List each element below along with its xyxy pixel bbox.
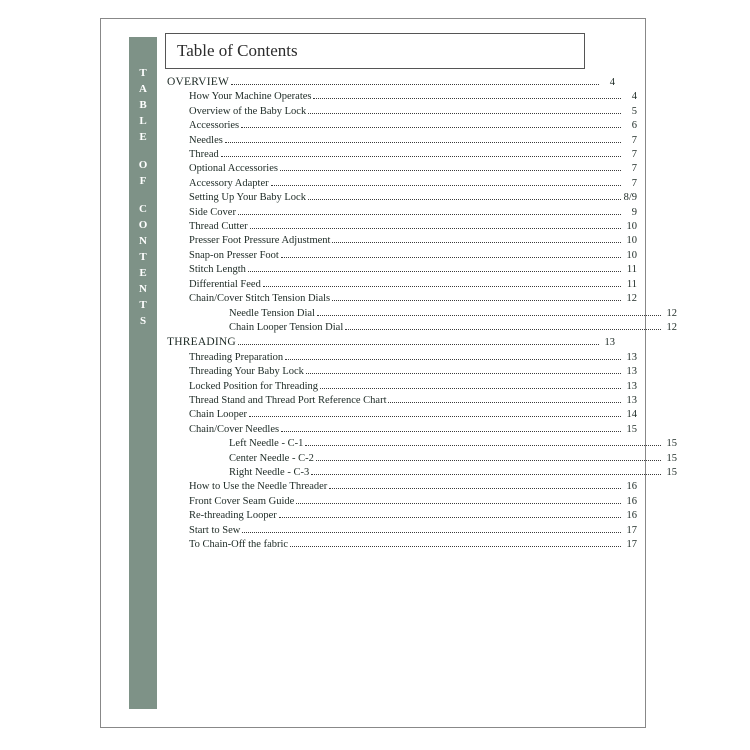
toc-entry-label: Needle Tension Dial bbox=[229, 307, 315, 319]
toc-leader-dots bbox=[332, 241, 621, 243]
toc-entry[interactable] bbox=[167, 480, 637, 494]
toc-leader-dots bbox=[225, 141, 621, 143]
toc-entry-label: Snap-on Presser Foot bbox=[189, 249, 279, 261]
toc-entry[interactable] bbox=[167, 524, 637, 538]
toc-entry-page: 15 bbox=[666, 438, 677, 450]
document-page bbox=[100, 18, 677, 728]
toc-leader-dots bbox=[345, 328, 661, 330]
toc-entry[interactable] bbox=[167, 466, 677, 480]
toc-entry[interactable] bbox=[167, 351, 637, 365]
toc-entry-page: 10 bbox=[626, 221, 637, 233]
toc-entry-page: 12 bbox=[666, 321, 677, 333]
toc-entry[interactable] bbox=[167, 206, 637, 220]
toc-entry-label: To Chain-Off the fabric bbox=[189, 539, 289, 550]
sidebar-letter: O bbox=[138, 219, 148, 231]
toc-leader-dots bbox=[316, 459, 661, 461]
toc-entry-page: 13 bbox=[604, 337, 615, 349]
toc-entry-page: 12 bbox=[626, 293, 637, 305]
toc-entry-label: How Your Machine Operates bbox=[189, 91, 312, 103]
toc-entry-label: Threading Your Baby Lock bbox=[189, 366, 304, 378]
toc-entry-page: 15 bbox=[666, 466, 677, 478]
toc-entry-page: 7 bbox=[631, 149, 637, 161]
toc-entry[interactable] bbox=[167, 249, 637, 263]
toc-entry-label: Threading Preparation bbox=[189, 351, 284, 363]
toc-entry-label: Stitch Length bbox=[189, 264, 246, 276]
toc-entry-label: Chain Looper Tension Dial bbox=[229, 321, 344, 333]
toc-entry[interactable] bbox=[167, 90, 637, 104]
toc-entry[interactable] bbox=[167, 394, 637, 408]
toc-entry-page: 8/9 bbox=[623, 192, 637, 204]
sidebar-letter: T bbox=[139, 299, 147, 311]
toc-entry-page: 10 bbox=[626, 249, 637, 261]
toc-entry[interactable] bbox=[167, 538, 637, 552]
toc-entry[interactable] bbox=[167, 452, 677, 466]
toc-entry[interactable] bbox=[167, 191, 637, 205]
toc-entry[interactable] bbox=[167, 408, 637, 422]
toc-entry-label: Locked Position for Threading bbox=[189, 380, 318, 392]
toc-entry-label: Thread Cutter bbox=[189, 221, 248, 233]
toc-leader-dots bbox=[290, 545, 621, 547]
sidebar-letter: N bbox=[139, 235, 147, 247]
toc-entry[interactable] bbox=[167, 307, 677, 321]
sidebar-letter: A bbox=[139, 83, 147, 95]
toc-leader-dots bbox=[241, 126, 621, 128]
toc-entry-page: 12 bbox=[666, 307, 677, 319]
sidebar-letter: F bbox=[139, 175, 147, 187]
toc-entry[interactable] bbox=[167, 278, 637, 292]
toc-entry-page: 13 bbox=[626, 351, 637, 363]
toc-leader-dots bbox=[271, 184, 621, 186]
toc-leader-dots bbox=[308, 198, 621, 200]
toc-entry-page: 14 bbox=[626, 409, 637, 421]
toc-leader-dots bbox=[221, 155, 621, 157]
toc-entry-page: 16 bbox=[626, 495, 637, 507]
toc-entry-label: Setting Up Your Baby Lock bbox=[189, 192, 306, 204]
toc-entry-label: Chain Looper bbox=[189, 409, 248, 421]
toc-entry[interactable] bbox=[167, 177, 637, 191]
toc-entry[interactable] bbox=[167, 321, 677, 335]
toc-entry-page: 5 bbox=[631, 105, 637, 117]
sidebar-letter: N bbox=[139, 283, 147, 295]
toc-entry-page: 11 bbox=[626, 264, 637, 276]
page-title-box bbox=[165, 33, 585, 69]
toc-entry[interactable] bbox=[167, 220, 637, 234]
toc-entry[interactable] bbox=[167, 105, 637, 119]
sidebar-letter: S bbox=[139, 315, 147, 327]
toc-leader-dots bbox=[249, 415, 621, 417]
toc-entry-page: 7 bbox=[631, 134, 637, 146]
toc-leader-dots bbox=[281, 430, 621, 432]
toc-leader-dots bbox=[332, 299, 621, 301]
toc-leader-dots bbox=[238, 343, 599, 345]
toc-entry-label: Accessory Adapter bbox=[189, 177, 269, 189]
toc-entry[interactable] bbox=[167, 495, 637, 509]
toc-entry[interactable] bbox=[167, 134, 637, 148]
toc-leader-dots bbox=[279, 516, 621, 518]
sidebar-letter: L bbox=[139, 115, 147, 127]
toc-entry[interactable] bbox=[167, 263, 637, 277]
toc-leader-dots bbox=[250, 227, 621, 229]
toc-leader-dots bbox=[238, 213, 621, 215]
toc-entry-label: Right Needle - C-3 bbox=[229, 466, 310, 478]
toc-entry-label: How to Use the Needle Threader bbox=[189, 481, 328, 493]
toc-entry-page: 16 bbox=[626, 510, 637, 522]
toc-entry-page: 13 bbox=[626, 394, 637, 406]
page-title: Table of Contents bbox=[177, 41, 298, 60]
table-of-contents-list bbox=[167, 75, 677, 552]
toc-leader-dots bbox=[317, 314, 661, 316]
toc-entry-label: Chain/Cover Needles bbox=[189, 423, 280, 435]
toc-entry-page: 11 bbox=[626, 278, 637, 290]
toc-entry-page: 17 bbox=[626, 524, 637, 536]
toc-entry-page: 7 bbox=[631, 177, 637, 189]
sidebar-letter: T bbox=[139, 251, 147, 263]
toc-entry-label: Presser Foot Pressure Adjustment bbox=[189, 235, 331, 247]
toc-leader-dots bbox=[388, 401, 621, 403]
sidebar-letter: O bbox=[138, 159, 148, 171]
toc-entry[interactable] bbox=[167, 365, 637, 379]
toc-entry-label: Side Cover bbox=[189, 206, 236, 218]
toc-entry[interactable] bbox=[167, 234, 637, 248]
toc-entry-page: 16 bbox=[626, 481, 637, 493]
toc-leader-dots bbox=[248, 270, 621, 272]
sidebar-letter: E bbox=[139, 131, 147, 143]
toc-entry-page: 9 bbox=[631, 206, 637, 218]
toc-entry-page: 4 bbox=[609, 77, 615, 88]
toc-entry-label: Overview of the Baby Lock bbox=[189, 105, 307, 117]
toc-entry-label: Start to Sew bbox=[189, 524, 241, 536]
toc-leader-dots bbox=[281, 256, 621, 258]
toc-leader-dots bbox=[231, 83, 599, 85]
toc-entry-page: 13 bbox=[626, 380, 637, 392]
toc-entry-label: Left Needle - C-1 bbox=[229, 438, 304, 450]
toc-entry-page: 15 bbox=[626, 423, 637, 435]
sidebar-letter-gap bbox=[129, 189, 157, 201]
toc-entry-label: Differential Feed bbox=[189, 278, 261, 290]
toc-leader-dots bbox=[263, 285, 621, 287]
toc-entry[interactable] bbox=[167, 119, 637, 133]
sidebar-letter: E bbox=[139, 267, 147, 279]
toc-entry-label: Chain/Cover Stitch Tension Dials bbox=[189, 293, 331, 305]
toc-entry-page: 7 bbox=[631, 163, 637, 175]
sidebar-letter: B bbox=[139, 99, 147, 111]
toc-leader-dots bbox=[280, 169, 621, 171]
toc-leader-dots bbox=[296, 502, 621, 504]
sidebar-letter: T bbox=[139, 67, 147, 79]
toc-entry-page: 4 bbox=[631, 91, 637, 103]
sidebar-tab-table-of-contents bbox=[129, 37, 157, 709]
toc-entry-label: Thread Stand and Thread Port Reference Chart bbox=[189, 394, 387, 406]
sidebar-letter-gap bbox=[129, 145, 157, 157]
toc-entry-page: 17 bbox=[626, 539, 637, 550]
toc-entry[interactable] bbox=[167, 380, 637, 394]
toc-leader-dots bbox=[285, 358, 621, 360]
toc-entry-label: Needles bbox=[189, 134, 223, 146]
toc-entry-label: Thread bbox=[189, 149, 219, 161]
toc-entry-page: 6 bbox=[631, 120, 637, 132]
toc-leader-dots bbox=[329, 487, 621, 489]
toc-leader-dots bbox=[320, 387, 621, 389]
toc-leader-dots bbox=[308, 112, 621, 114]
toc-entry[interactable] bbox=[167, 292, 637, 306]
toc-entry[interactable] bbox=[167, 75, 615, 90]
toc-entry[interactable] bbox=[167, 509, 637, 523]
toc-entry[interactable] bbox=[167, 423, 637, 437]
toc-entry[interactable] bbox=[167, 162, 637, 176]
toc-leader-dots bbox=[242, 531, 621, 533]
toc-leader-dots bbox=[313, 97, 621, 99]
toc-entry-label: OVERVIEW bbox=[167, 76, 229, 88]
toc-entry[interactable] bbox=[167, 148, 637, 162]
toc-entry[interactable] bbox=[167, 335, 615, 350]
toc-leader-dots bbox=[311, 473, 661, 475]
toc-leader-dots bbox=[306, 372, 621, 374]
toc-entry[interactable] bbox=[167, 437, 677, 451]
sidebar-letter: C bbox=[139, 203, 147, 215]
toc-entry-page: 10 bbox=[626, 235, 637, 247]
toc-entry-label: Accessories bbox=[189, 120, 240, 132]
toc-entry-page: 15 bbox=[666, 452, 677, 464]
toc-entry-label: Center Needle - C-2 bbox=[229, 452, 314, 464]
toc-entry-label: THREADING bbox=[167, 336, 236, 349]
toc-entry-label: Optional Accessories bbox=[189, 163, 278, 175]
toc-leader-dots bbox=[305, 444, 661, 446]
toc-entry-page: 13 bbox=[626, 366, 637, 378]
toc-entry-label: Front Cover Seam Guide bbox=[189, 495, 295, 507]
toc-entry-label: Re-threading Looper bbox=[189, 510, 277, 522]
